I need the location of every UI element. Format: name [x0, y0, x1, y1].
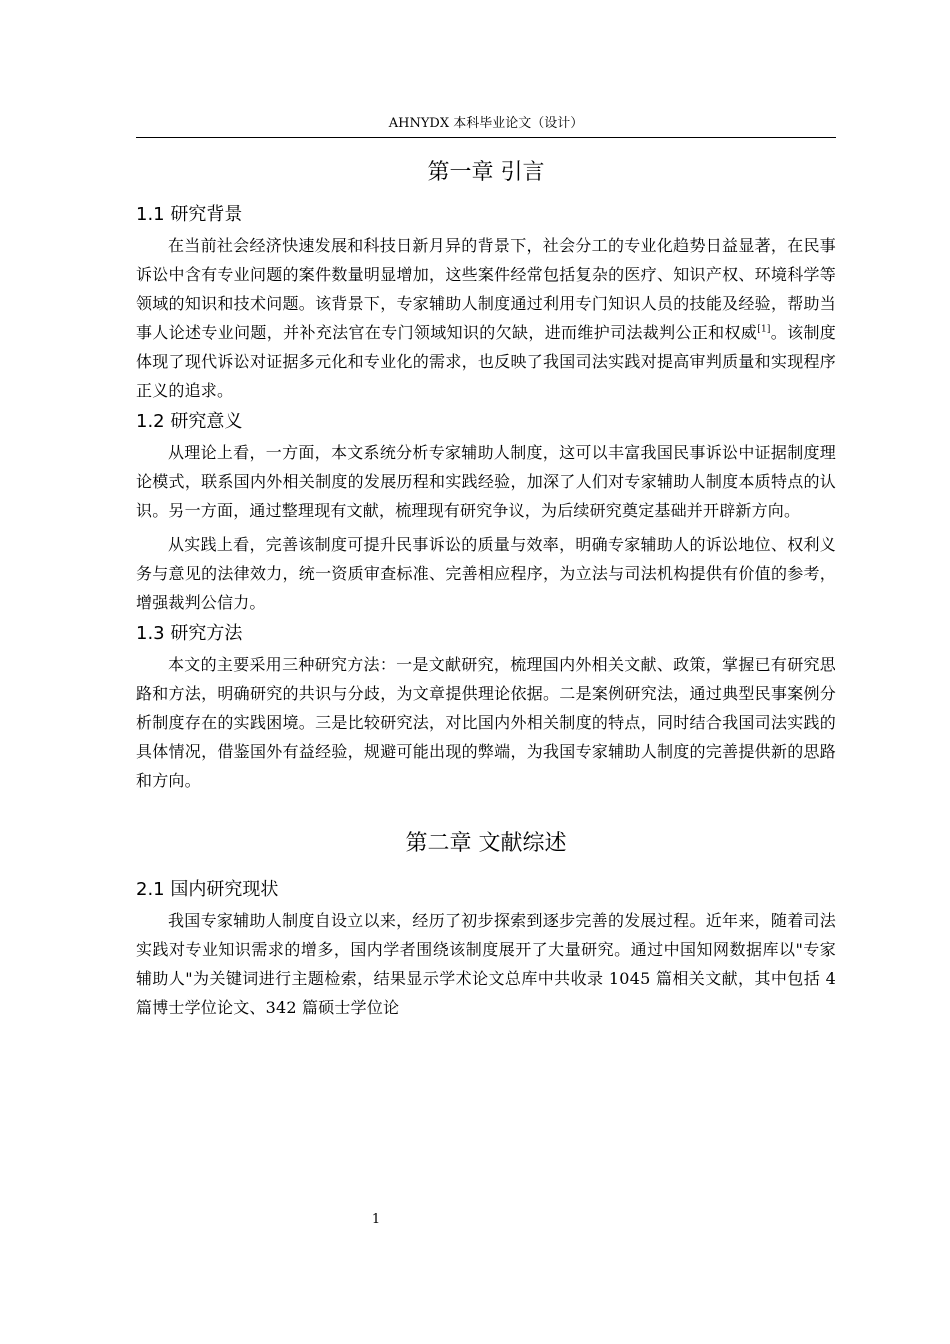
- section-1-3-paragraph-1: 本文的主要采用三种研究方法：一是文献研究，梳理国内外相关文献、政策，掌握已有研究思路和方法，明确研究的共识与分歧，为文章提供理论依据。二是案例研究法，通过典型民事案例分析制度存在的实践困境。三是比较研究法，对比国内外相关制度的特点，同时结合我国司法实践的具体情况，借鉴国外有益经验，规避可能出现的弊端，为我国专家辅助人制度的完善提供新的思路和方向。: [136, 655, 836, 790]
- section-1-2-paragraph-1: 从理论上看，一方面，本文系统分析专家辅助人制度，这可以丰富我国民事诉讼中证据制度理论模式，联系国内外相关制度的发展历程和实践经验，加深了人们对专家辅助人制度本质特点的认识。另一方面，通过整理现有文献，梳理现有研究争议，为后续研究奠定基础并开辟新方向。: [136, 443, 836, 520]
- running-header: AHNYDX 本科毕业论文（设计）: [388, 116, 584, 131]
- section-1-1-paragraph-1: [136, 231, 836, 405]
- section-1-2-heading: 1.2 研究意义: [136, 411, 243, 432]
- section-1-3-heading: 1.3 研究方法: [136, 623, 243, 644]
- page-number: 1: [371, 1212, 381, 1227]
- header-rule: [136, 137, 836, 138]
- section-2-1-paragraph-1: 我国专家辅助人制度自设立以来，经历了初步探索到逐步完善的发展过程。近年来，随着司法实践对专业知识需求的增多，国内学者围绕该制度展开了大量研究。通过中国知网数据库以"专家辅助人"为关键词进行主题检索，结果显示学术论文总库中共收录 1045 篇相关文献，其中包括 4 篇博士学位论文、342 篇硕士学位论: [136, 911, 836, 1017]
- section-1-2-paragraph-2: 从实践上看，完善该制度可提升民事诉讼的质量与效率，明确专家辅助人的诉讼地位、权利义务与意见的法律效力，统一资质审查标准、完善相应程序，为立法与司法机构提供有价值的参考，增强裁判公信力。: [136, 535, 836, 612]
- paragraph-text: 在当前社会经济快速发展和科技日新月异的背景下，社会分工的专业化趋势日益显著，在民事诉讼中含有专业问题的案件数量明显增加，这些案件经常包括复杂的医疗、知识产权、环境科学等领域的知识和技术问题。该背景下，专家辅助人制度通过利用专门知识人员的技能及经验，帮助当事人论述专业问题，并补充法官在专门领域知识的欠缺，进而维护司法裁判公正和权威: [136, 236, 836, 342]
- section-1-1-heading: 1.1 研究背景: [136, 204, 243, 225]
- chapter-2-title: 第二章 文献综述: [405, 831, 567, 856]
- paragraph-text-tail: 。该制度体现了现代诉讼对证据多元化和专业化的需求，也反映了我国司法实践对提高审判质量和实现程序正义的追求。: [136, 323, 836, 400]
- citation-marker: [1]: [757, 324, 771, 335]
- page-content: [136, 150, 836, 1022]
- chapter-1-title: 第一章 引言: [427, 160, 545, 185]
- section-2-1-heading: 2.1 国内研究现状: [136, 879, 279, 900]
